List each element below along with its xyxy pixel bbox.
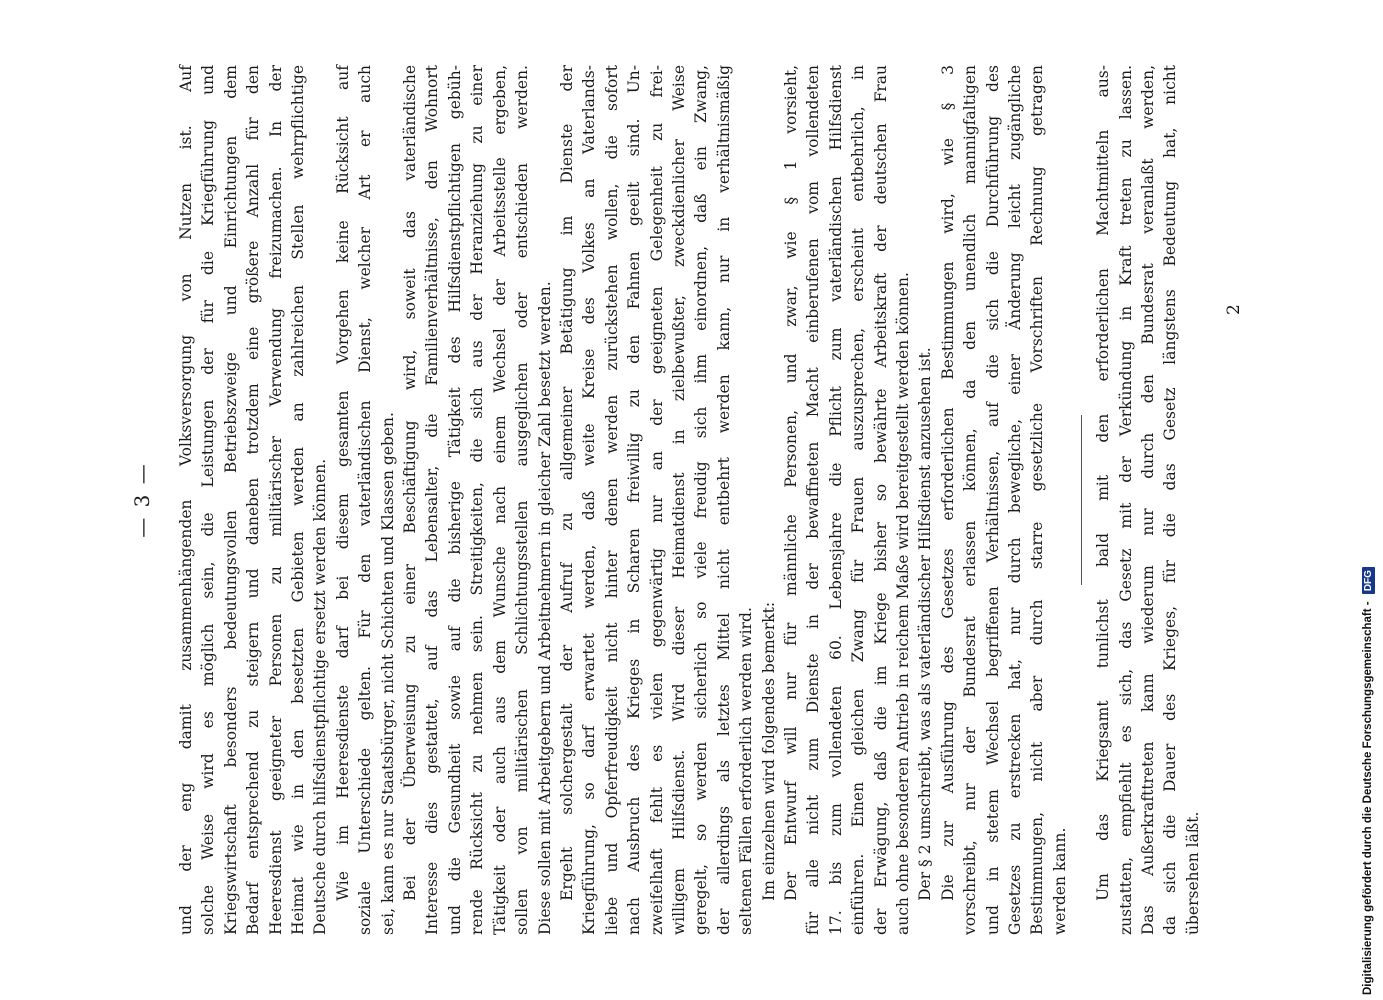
section-divider (1081, 415, 1082, 585)
dfg-logo: DFG (1362, 567, 1375, 594)
paragraph (937, 65, 1071, 935)
text-line: willigem Hilfsdienst. Wird dieser Heimatdienst in zielbewußter, zweckdienlicher Weise (669, 65, 688, 935)
text-line: und in stetem Wechsel begriffenen Verhältnissen, auf die sich die Durchführung des (983, 65, 1002, 935)
text-line: Bei der Überweisung zu einer Beschäftigung wird, soweit das vaterländische (401, 65, 420, 901)
text-line: Der Entwurf will nur für männliche Personen, und zwar, wie § 1 vorsieht, (781, 65, 800, 901)
text-line: seltenen Fällen erforderlich werden wird. (737, 607, 756, 935)
rotated-page (130, 65, 1280, 935)
text-line: vorschreibt, nur der Bundesrat erlassen können, da den unendlich mannigfaltigen (961, 65, 980, 935)
paragraph (1092, 65, 1204, 935)
text-line: Heeresdienst geeigneter Personen zu militärischer Verwendung freizumachen. In der (266, 65, 285, 935)
page-number-bottom: 2 (1224, 304, 1244, 315)
text-line: der Erwägung, daß die im Kriege bisher so bewährte Arbeitskraft der deutschen Frau (871, 65, 890, 935)
paragraph (332, 65, 399, 935)
text-line: Interesse dies gestattet, auf das Lebensalter, die Familienverhältnisse, den Wohnort (423, 65, 442, 935)
paragraph (780, 65, 914, 935)
text-line: einführen. Einen gleichen Zwang für Frauen auszusprechen, erscheint entbehrlich, in (849, 65, 868, 935)
paragraph (175, 65, 332, 935)
text-line: zweifelhaft fehlt es vielen gegenwärtig nur an der geeigneten Gelegenheit zu frei- (647, 65, 666, 935)
text-line: Die zur Ausführung des Gesetzes erforderlichen Bestimmungen wird, wie § 3 (938, 65, 957, 901)
text-line: Tätigkeit oder auch aus dem Wunsche nach einem Wechsel der Arbeitsstelle ergeben, (490, 65, 509, 935)
paragraph (758, 65, 780, 935)
text-line: Wie im Heeresdienste darf bei diesem gesamten Vorgehen keine Rücksicht auf (333, 65, 352, 901)
text-line: solche Weise wird es möglich sein, die Leistungen der für die Kriegführung und (199, 65, 218, 935)
text-line: der allerdings als letztes Mittel nicht entbehrt werden kann, nur in verhältnismäßig (714, 65, 733, 935)
text-line: 17. bis zum vollendeten 60. Lebensjahre die Pflicht zum vaterländischen Hilfsdienst (826, 65, 845, 935)
text-line: übersehen läßt. (1183, 811, 1202, 935)
page-number-top: — 3 — (130, 462, 154, 538)
text-line: Deutsche durch hilfsdienstpflichtige ersetzt werden können. (311, 458, 330, 935)
text-line: Kriegführung, so darf erwartet werden, daß weite Kreise des Volkes an Vaterlands- (580, 65, 599, 935)
text-line: Das Außerkrafttreten kann wiederum nur durch den Bundesrat veranlaßt werden, (1139, 65, 1158, 935)
text-line: soziale Unterschiede gelten. Für den vaterländischen Dienst, welcher Art er auch (356, 65, 375, 935)
paragraph (399, 65, 556, 935)
text-line: Bedarf entsprechend zu steigern und daneben trotzdem eine größere Anzahl für den (244, 65, 263, 935)
paragraph (556, 65, 758, 935)
text-line: für alle nicht zum Dienste in der bewaffneten Macht einberufenen vom vollendeten (804, 65, 823, 935)
text-line: geregelt, so werden sicherlich so viele freudig sich ihm einordnen, daß ein Zwang, (692, 65, 711, 935)
text-line: Im einzelnen wird folgendes bemerkt: (759, 601, 778, 901)
text-line: rende Rücksicht zu nehmen sein. Streitigkeiten, die sich aus der Heranziehung zu einer (468, 65, 487, 935)
credit-text: Digitalisierung gefördert durch die Deutsche Forschungsgemeinschaft - (1362, 601, 1374, 995)
text-line: liebe und Opferfreudigkeit nicht hinter denen werden zurückstehen wollen, die sofort (602, 65, 621, 935)
text-line: da sich die Dauer des Krieges, für die das Gesetz längstens Bedeutung hat, nicht (1161, 65, 1180, 935)
text-line: und der eng damit zusammenhängenden Volksversorgung von Nutzen ist. Auf (177, 65, 195, 935)
digitization-credit (1362, 15, 1375, 995)
text-line: und die Gesundheit sowie auf die bisherige Tätigkeit des Hilfsdienstpflichtigen gebüh- (445, 65, 464, 935)
text-line: sollen von militärischen Schlichtungsstellen ausgeglichen oder entschieden werden. (513, 65, 532, 935)
text-line: Ergeht solchergestalt der Aufruf zu allgemeiner Betätigung im Dienste der (557, 65, 576, 901)
text-line: zustatten, empfiehlt es sich, das Gesetz mit der Verkündung in Kraft treten zu lassen. (1116, 65, 1135, 935)
text-line: Der § 2 umschreibt, was als vaterländischer Hilfsdienst anzusehen ist. (916, 347, 935, 901)
text-line: auch ohne besonderen Antrieb in reichem Maße wird bereitgestellt werden können. (894, 272, 912, 935)
text-line: Um das Kriegsamt tunlichst bald mit den erforderlichen Machtmitteln aus- (1094, 65, 1113, 901)
paragraph (914, 65, 936, 935)
text-line: Heimat wie in den besetzten Gebieten werden an zahlreichen Stellen wehrpflichtige (289, 65, 308, 935)
text-line: Gesetzes zu erstrecken hat, nur durch bewegliche, einer Änderung leicht zugängliche (1006, 65, 1025, 935)
text-line: Bestimmungen, nicht aber durch starre gesetzliche Vorschriften Rechnung getragen (1028, 65, 1047, 935)
text-line: werden kann. (1050, 827, 1069, 935)
text-line: Kriegswirtschaft besonders bedeutungsvollen Betriebszweige und Einrichtungen dem (221, 65, 240, 935)
body-text (175, 65, 1204, 935)
text-line: nach Ausbruch des Krieges in Scharen freiwillig zu den Fahnen geeilt sind. Un- (625, 65, 644, 935)
text-line: sei, kann es nur Staatsbürger, nicht Schichten und Klassen geben. (378, 412, 397, 935)
text-line: Diese sollen mit Arbeitgebern und Arbeitnehmern in gleicher Zahl besetzt werden. (535, 281, 554, 935)
